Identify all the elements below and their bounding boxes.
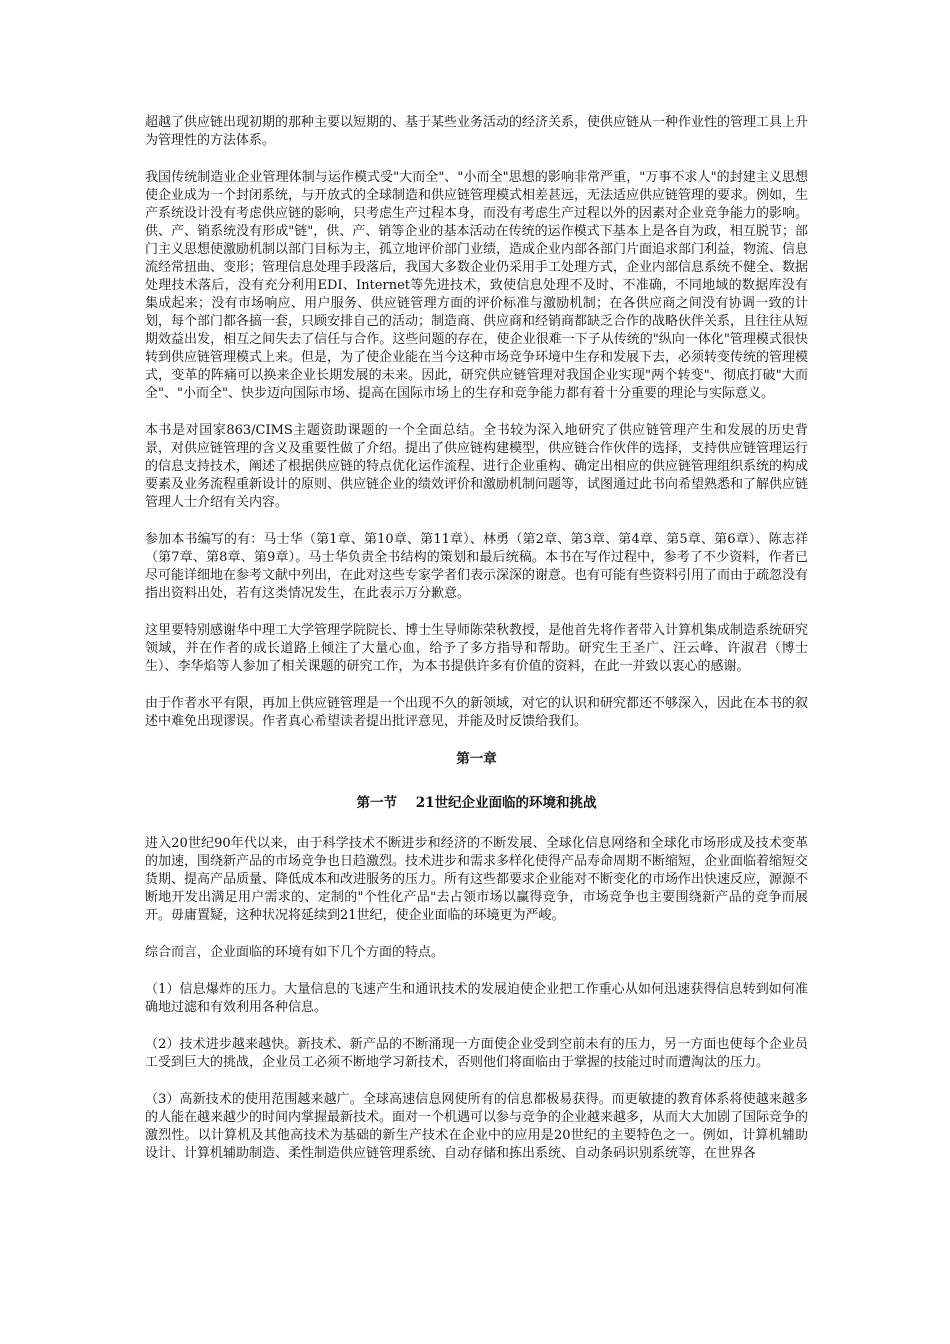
paragraph: 进入20世纪90年代以来，由于科学技术不断进步和经济的不断发展、全球化信息网络和全球化市场形成及技术变革的加速，围绕新产品的市场竞争也日趋激烈。技术进步和需求多样化使得产品寿命周期不断缩短，企业面临着缩短交货期、提高产品质量、降低成本和改进服务的压力。所有这些都要求企业能对不断变化的市场作出快速反应，源源不断地开发出满足用户需求的、定制的"个性化产品"去占领市场以赢得竞争，市场竞争也主要围绕新产品的竞争而展开。毋庸置疑，这种状况将延续到21世纪，使企业面临的环境更为严峻。 — [145, 836, 809, 923]
paragraph: 超越了供应链出现初期的那种主要以短期的、基于某些业务活动的经济关系，使供应链从一种作业性的管理工具上升为管理性的方法体系。 — [145, 115, 809, 148]
paragraph: （1）信息爆炸的压力。大量信息的飞速产生和通讯技术的发展迫使企业把工作重心从如何迅速获得信息转到如何准确地过滤和有效利用各种信息。 — [145, 982, 808, 1015]
paragraph: 由于作者水平有限，再加上供应链管理是一个出现不久的新领域，对它的认识和研究都还不够深入，因此在本书的叙述中难免出现谬误。作者真心希望读者提出批评意见，并能及时反馈给我们。 — [145, 696, 809, 729]
paragraph: 参加本书编写的有：马士华（第1章、第10章、第11章）、林勇（第2章、第3章、第4章、第5章、第6章）、陈志祥（第7章、第8章、第9章）。马士华负责全书结构的策划和最后统稿。本书在写作过程中，参考了不少资料，作者已尽可能详细地在参考文献中列出，在此对这些专家学者们表示深深的谢意。也有可能有些资料引用了而由于疏忽没有指出资料出处，若有这类情况发生，在此表示万分歉意。 — [145, 532, 809, 601]
paragraph: （3）高新技术的使用范围越来越广。全球高速信息网使所有的信息都极易获得。而更敏捷的教育体系将使越来越多的人能在越来越少的时间内掌握最新技术。面对一个机遇可以参与竞争的企业越来越多，从而大大加剧了国际竞争的激烈性。以计算机及其他高技术为基础的新生产技术在企业中的应用是20世纪的主要特色之一。例如，计算机辅助设计、计算机辅助制造、柔性制造供应链管理系统、自动存储和拣出系统、自动条码识别系统等，在世界各 — [145, 1092, 809, 1161]
section-title: 第一节 21世纪企业面临的环境和挑战 — [356, 795, 597, 811]
paragraph: 这里要特别感谢华中理工大学管理学院院长、博士生导师陈荣秋教授，是他首先将作者带入计算机集成制造系统研究领域，并在作者的成长道路上倾注了大量心血，给予了多方指导和帮助。研究生王圣广、汪云峰、许淑君（博士生）、李华焰等人参加了相关课题的研究工作，为本书提供许多有价值的资料，在此一并致以衷心的感谢。 — [145, 623, 809, 674]
paragraph: （2）技术进步越来越快。新技术、新产品的不断涌现一方面使企业受到空前未有的压力，另一方面也使每个企业员工受到巨大的挑战，企业员工必须不断地学习新技术，否则他们将面临由于掌握的技能过时而遭淘汰的压力。 — [145, 1037, 808, 1070]
chapter-title: 第一章 — [456, 751, 497, 767]
paragraph: 我国传统制造业企业管理体制与运作模式受"大而全"、"小而全"思想的影响非常严重，"万事不求人"的封建主义思想使企业成为一个封闭系统，与开放式的全球制造和供应链管理模式相差甚远，无法适应供应链管理的要求。例如，生产系统设计没有考虑供应链的影响，只考虑生产过程本身，而没有考虑生产过程以外的因素对企业竞争能力的影响。供、产、销系统没有形成"链"，供、产、销等企业的基本活动在传统的运作模式下基本上是各自为政，相互脱节；部门主义思想使激励机制以部门目标为主，孤立地评价部门业绩，造成企业内部各部门片面追求部门利益，物流、信息流经常扭曲、变形；管理信息处理手段落后，我国大多数企业仍采用手工处理方式，企业内部信息系统不健全、数据处理技术落后，没有充分利用EDI、Internet等先进技术，致使信息处理不及时、不准确，不同地域的数据库没有集成起来；没有市场响应、用户服务、供应链管理方面的评价标准与激励机制；在各供应商之间没有协调一致的计划，每个部门都各搞一套，只顾安排自己的活动；制造商、供应商和经销商都缺乏合作的战略伙伴关系，且往往从短期效益出发，相互之间失去了信任与合作。这些问题的存在，使企业很难一下子从传统的"纵向一体化"管理模式很快转到供应链管理模式上来。但是，为了使企业能在当今这种市场竞争环境中生存和发展下去，必须转变传统的管理模式，变革的阵痛可以换来企业长期发展的未来。因此，研究供应链管理对我国企业实现"两个转变"、彻底打破"大而全"、"小而全"、快步迈向国际市场、提高在国际市场上的生存和竞争能力都有着十分重要的理论与实际意义。 — [145, 170, 809, 401]
paragraph: 综合而言，企业面临的环境有如下几个方面的特点。 — [145, 945, 445, 960]
document-page — [145, 114, 808, 1182]
paragraph: 本书是对国家863/CIMS主题资助课题的一个全面总结。全书较为深入地研究了供应链管理产生和发展的历史背景，对供应链管理的含义及重要性做了介绍。提出了供应链构建模型，供应链合作伙伴的选择，支持供应链管理运行的信息支持技术，阐述了根据供应链的特点优化运作流程、进行企业重构、确定出相应的供应链管理组织系统的构成要素及业务流程重新设计的原则、供应链企业的绩效评价和激励机制问题等，试图通过此书向希望熟悉和了解供应链管理人士介绍有关内容。 — [145, 423, 809, 510]
